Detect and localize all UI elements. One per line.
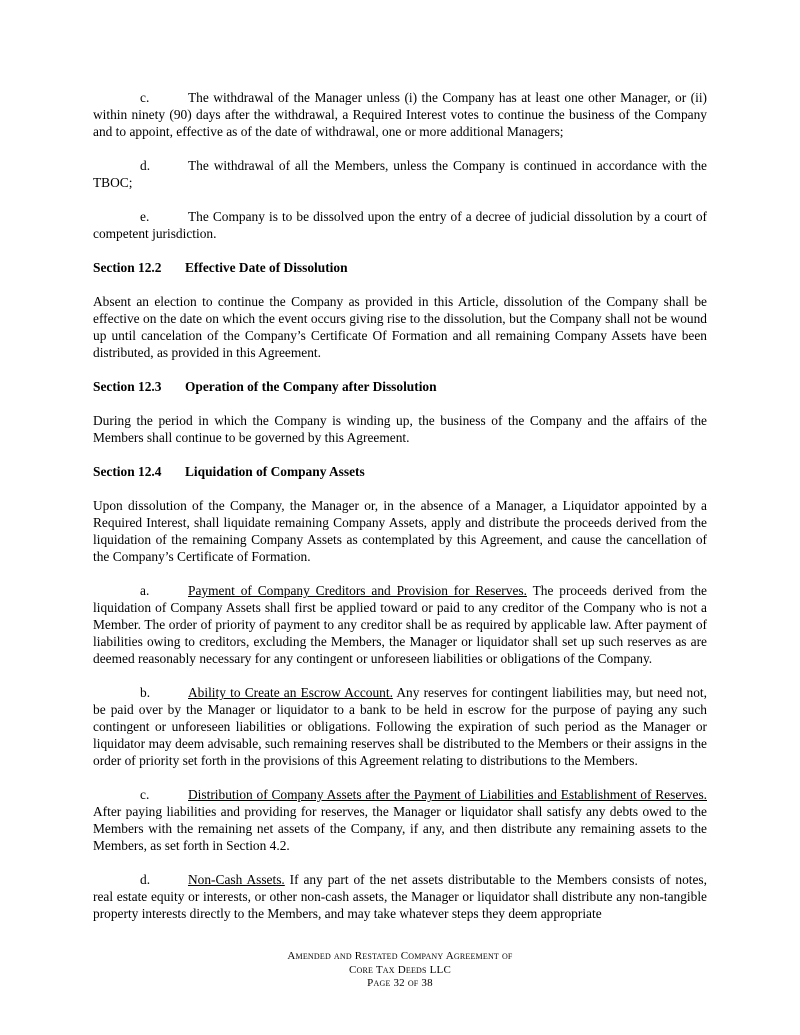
list-item-c-withdrawal-manager bbox=[93, 89, 707, 140]
section-number: Section 12.4 bbox=[93, 464, 162, 479]
paragraph-text: The withdrawal of the Manager unless (i) the Company has at least one other Manager, or (ii) within ninety (90) days after the withdrawal, a Required Interest votes to continue the business of the Company and to appoint, effective as of the date of withdrawal, one or more additional Managers; bbox=[93, 90, 707, 139]
clause-title: Non-Cash Assets. bbox=[188, 872, 285, 887]
section-title: Liquidation of Company Assets bbox=[185, 464, 365, 479]
list-marker: e. bbox=[140, 209, 150, 224]
section-title: Effective Date of Dissolution bbox=[185, 260, 348, 275]
section-heading-12-4 bbox=[93, 463, 707, 480]
paragraph-text: The Company is to be dissolved upon the entry of a decree of judicial dissolution by a court of competent jurisdiction. bbox=[93, 209, 707, 241]
list-item-c-distribution-assets bbox=[93, 786, 707, 854]
paragraph-text: Absent an election to continue the Company as provided in this Article, dissolution of the Company shall be effective on the date on which the event occurs giving rise to the dissolution, but the Company shall not be wound up until cancelation of the Company’s Certificate Of Formation and all remaining Company Assets have been distributed, as provided in this Agreement. bbox=[93, 294, 707, 360]
list-item-e-judicial-dissolution bbox=[93, 208, 707, 242]
paragraph-text: Any reserves for contingent liabilities may, but need not, be paid over by the Manager or liquidator to a bank to be held in escrow for the purpose of paying any such contingent or unforeseen liabilities or obligations. Following the expiration of such period as the Manager or liquidator may deem advisable, such remaining reserves shall be distributed to the Members or their assigns in the order of priority set forth in the provisions of this Agreement relating to distributions to the Members. bbox=[93, 685, 707, 768]
paragraph-text: During the period in which the Company is winding up, the business of the Company and the affairs of the Members shall continue to be governed by this Agreement. bbox=[93, 413, 707, 445]
footer-agreement-title: Amended and Restated Company Agreement of bbox=[287, 950, 513, 962]
list-item-d-non-cash-assets bbox=[93, 871, 707, 922]
section-number: Section 12.2 bbox=[93, 260, 162, 275]
body-paragraph-liquidation bbox=[93, 497, 707, 565]
body-paragraph-effective-date bbox=[93, 293, 707, 361]
section-number: Section 12.3 bbox=[93, 379, 162, 394]
paragraph-text: Upon dissolution of the Company, the Manager or, in the absence of a Manager, a Liquidator appointed by a Required Interest, shall liquidate remaining Company Assets, apply and distribute the proceeds derived from the liquidation of the remaining Company Assets as contemplated by this Agreement, and cause the cancellation of the Company’s Certificate of Formation. bbox=[93, 498, 707, 564]
list-item-b-escrow-account bbox=[93, 684, 707, 769]
body-paragraph-operation-after-dissolution bbox=[93, 412, 707, 446]
list-marker: d. bbox=[140, 872, 151, 887]
list-marker: d. bbox=[140, 158, 151, 173]
paragraph-text: If any part of the net assets distributable to the Members consists of notes, real estate equity or interests, or other non-cash assets, the Manager or liquidator shall distribute any non-tangible property interests directly to the Members, and may take whatever steps they deem appropriate bbox=[93, 872, 707, 921]
page-footer bbox=[0, 950, 800, 991]
footer-page-number: Page 32 of 38 bbox=[367, 977, 433, 989]
list-item-d-withdrawal-members bbox=[93, 157, 707, 191]
clause-title: Distribution of Company Assets after the Payment of Liabilities and Establishment of Reserves. bbox=[188, 787, 707, 802]
section-heading-12-2 bbox=[93, 259, 707, 276]
list-marker: b. bbox=[140, 685, 151, 700]
list-marker: a. bbox=[140, 583, 150, 598]
list-marker: c. bbox=[140, 787, 150, 802]
section-heading-12-3 bbox=[93, 378, 707, 395]
clause-title: Payment of Company Creditors and Provision for Reserves. bbox=[188, 583, 527, 598]
section-title: Operation of the Company after Dissolution bbox=[185, 379, 437, 394]
footer-company-name: Core Tax Deeds LLC bbox=[349, 963, 451, 976]
paragraph-text: The proceeds derived from the liquidation of Company Assets shall first be applied toward or paid to any creditor of the Company who is not a Member. The order of priority of payment to any creditor shall be as required by applicable law. After payment of liabilities owing to creditors, excluding the Members, the Manager or liquidator shall set up such reserves as are deemed reasonably necessary for any contingent or unforeseen liabilities or obligations of the Company. bbox=[93, 583, 707, 666]
list-marker: c. bbox=[140, 90, 150, 105]
clause-title: Ability to Create an Escrow Account. bbox=[188, 685, 393, 700]
paragraph-text: After paying liabilities and providing for reserves, the Manager or liquidator shall satisfy any debts owed to the Members with the remaining net assets of the Company, if any, and then distribute any remaining assets to the Members, as set forth in Section 4.2. bbox=[93, 804, 707, 853]
paragraph-text: The withdrawal of all the Members, unless the Company is continued in accordance with the TBOC; bbox=[93, 158, 707, 190]
list-item-a-payment-creditors bbox=[93, 582, 707, 667]
